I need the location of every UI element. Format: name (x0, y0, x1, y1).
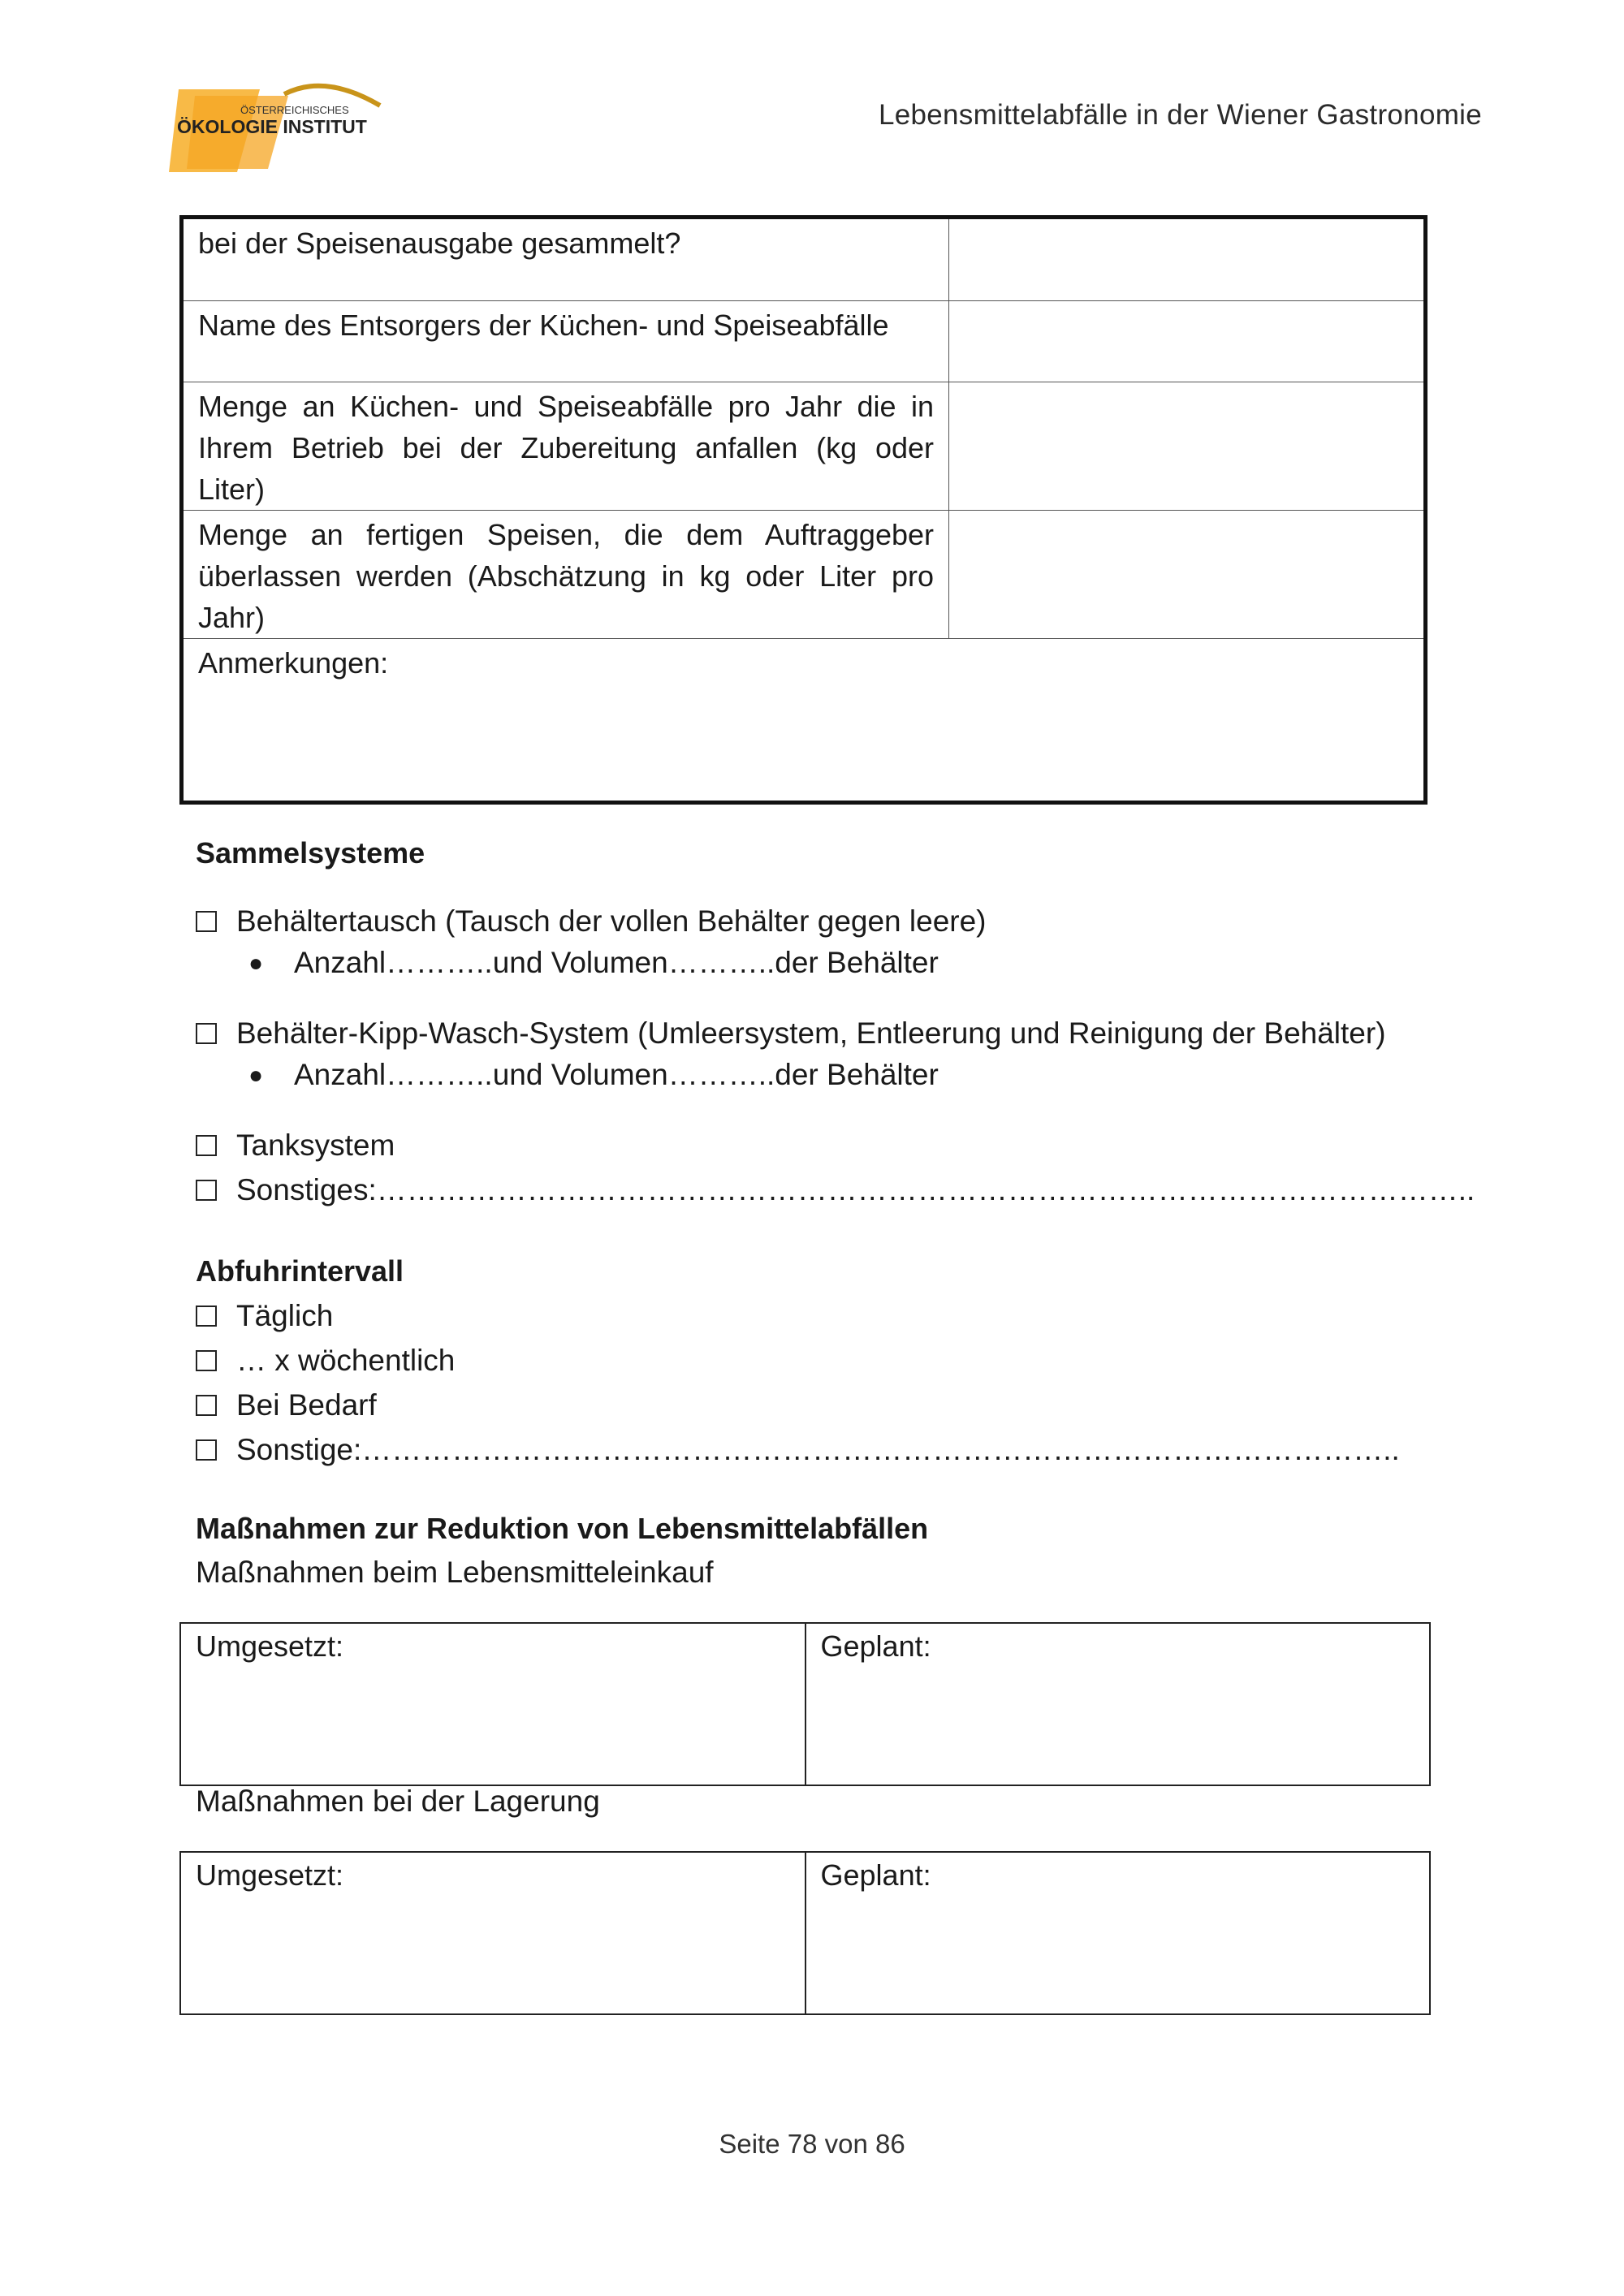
checkbox[interactable] (196, 1135, 217, 1156)
section-heading-massnahmen: Maßnahmen zur Reduktion von Lebensmittelabfällen (196, 1512, 929, 1545)
option-tanksystem[interactable]: Tanksystem (196, 1129, 395, 1163)
checkbox[interactable] (196, 1350, 217, 1371)
bullet-item: ● Anzahl………..und Volumen………..der Behälter (248, 946, 939, 979)
option-taeglich[interactable]: Täglich (196, 1299, 333, 1333)
remarks-cell[interactable] (182, 639, 1426, 803)
measures-table-einkauf (179, 1622, 1431, 1786)
table-row (180, 1623, 1430, 1785)
checkbox[interactable] (196, 911, 217, 932)
option-woechentlich[interactable]: … x wöchentlich (196, 1344, 455, 1378)
table-row (180, 1852, 1430, 2014)
info-table (179, 215, 1427, 805)
table-row (182, 218, 1426, 301)
bullet-icon: ● (248, 1062, 264, 1089)
table-cell-label: Menge an fertigen Speisen, die dem Auftraggeber überlassen werden (Abschätzung in kg oder Liter pro Jahr) (182, 511, 949, 639)
header-title: Lebensmittelabfälle in der Wiener Gastronomie (878, 99, 1482, 131)
table-row (182, 511, 1426, 639)
table-cell-answer[interactable] (949, 301, 1426, 382)
table-cell-answer[interactable] (949, 218, 1426, 301)
option-bei-bedarf[interactable]: Bei Bedarf (196, 1388, 377, 1422)
option-behaeltertausch[interactable]: Behältertausch (Tausch der vollen Behälter gegen leere) (196, 904, 987, 939)
table-row (182, 382, 1426, 511)
option-sonstige[interactable]: Sonstige:………………………………………………………………………………………….. (196, 1433, 1400, 1467)
table-cell-label: Name des Entsorgers der Küchen- und Speiseabfälle (182, 301, 949, 382)
subsection-title-einkauf: Maßnahmen beim Lebensmitteleinkauf (196, 1556, 714, 1589)
cell-geplant[interactable]: Geplant: (806, 1852, 1431, 2014)
logo-top-text: ÖSTERREICHISCHES (240, 104, 349, 116)
subsection-title-lagerung: Maßnahmen bei der Lagerung (196, 1785, 600, 1818)
section-heading-sammelsysteme: Sammelsysteme (196, 836, 425, 870)
table-cell-label: Menge an Küchen- und Speiseabfälle pro Jahr die in Ihrem Betrieb bei der Zubereitung anfallen (kg oder Liter) (182, 382, 949, 511)
page-number: Seite 78 von 86 (719, 2129, 905, 2159)
table-cell-label: bei der Speisenausgabe gesammelt? (182, 218, 949, 301)
table-row (182, 639, 1426, 803)
checkbox[interactable] (196, 1180, 217, 1201)
remarks-label: Anmerkungen: (198, 646, 389, 680)
bullet-item: ● Anzahl………..und Volumen………..der Behälter (248, 1058, 939, 1091)
cell-umgesetzt[interactable]: Umgesetzt: (180, 1852, 806, 2014)
option-sonstiges[interactable]: Sonstiges:……………………………………………………………………………………………….. (196, 1173, 1475, 1207)
option-kipp-wasch-system[interactable]: Behälter-Kipp-Wasch-System (Umleersystem, Entleerung und Reinigung der Behälter) (196, 1016, 1386, 1051)
checkbox[interactable] (196, 1023, 217, 1044)
bullet-icon: ● (248, 950, 264, 977)
checkbox[interactable] (196, 1395, 217, 1416)
cell-geplant[interactable]: Geplant: (806, 1623, 1431, 1785)
cell-umgesetzt[interactable]: Umgesetzt: (180, 1623, 806, 1785)
checkbox[interactable] (196, 1306, 217, 1327)
logo (162, 71, 414, 177)
section-heading-abfuhrintervall: Abfuhrintervall (196, 1254, 404, 1288)
checkbox[interactable] (196, 1439, 217, 1461)
measures-table-lagerung (179, 1851, 1431, 2015)
table-cell-answer[interactable] (949, 511, 1426, 639)
table-cell-answer[interactable] (949, 382, 1426, 511)
table-row (182, 301, 1426, 382)
logo-main-text: ÖKOLOGIE INSTITUT (177, 116, 367, 137)
